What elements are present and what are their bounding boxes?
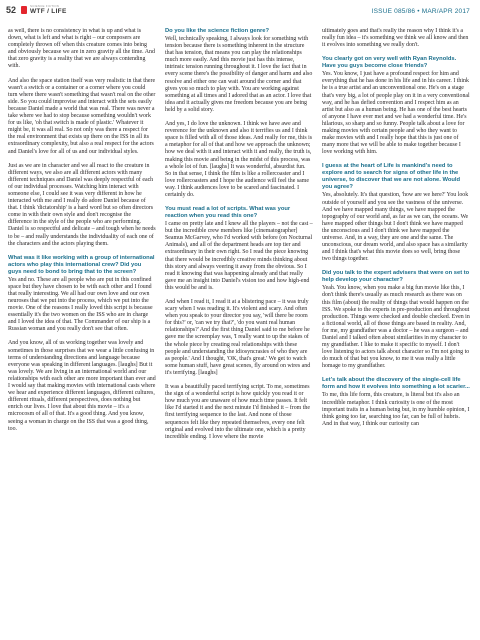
article-paragraph: And when I read it, I read it at a blistering pace – it was truly scary when I was reading it. It's violent and scary. And often when you speak to your director you say, 'will there be room for this?' or, 'can we try that?', 'do you want real human relationships?' And the first thing Daniel said to me before he gave me the screenplay was, 'I really want to up the stakes of the whole piece by creating real relationships with these people and understanding the idiosyncrasies of who they are as people.' And I thought, 'OK, that's great.' We get to watch some human stuff, have great scenes, fly around on wires and it's terrifying. [laughs] [165, 299, 311, 376]
article-paragraph: Just as we are in character and we all react to the creature in different ways, we also are all different actors with many different techniques and Daniel was deeply respectful of each of our individual processes. Watching him interact with someone else, I could see it was very different in how he interacted with me and I really do adore Daniel because of that. I think 'dictatorship' is a hard word but so often directors come in with their own style and don't recognise the difference in the style of the people who are performing. Daniel is so respectful and delicate – and tough when he needs to be – and really understands the individuality of each one of the characters and the actors playing them. [8, 162, 156, 247]
page-number: 52 [6, 5, 17, 15]
article-columns [8, 28, 470, 632]
article-paragraph: ultimately goes and that's really the reason why I think it's a really fun idea – it's something we think we all know and then it evolves into something we really don't. [322, 28, 469, 49]
interview-question: You must read a lot of scripts. What was your reaction when you read this one? [165, 206, 291, 220]
article-paragraph: Well, technically speaking, I always look for something with tension because there is something inherent in the structure that has tension, that means you can play the relationships much more easily. And this movie just has this intense, intrinsic tension running throughout it. I love the fact that in every scene there's the possibility of danger and harm and also resolve and either one can wait around the corner and that gives you so much to play with. You are working against something at all times and I adored that as an actor. I love that idea and it actually gives me freedom because you are being held by a solid story. [165, 36, 313, 113]
page-header [0, 0, 480, 26]
interview-question: Do you like the science fiction genre? [165, 28, 270, 34]
article-paragraph: I came on pretty late and I knew all the players – not the cast – but the incredible crew members like [cinematographer] Seamus McGarvey, who I'd worked with before (on Nocturnal Animals), and all of the department heads are top tier and extraordinary in their own right. So I read the piece knowing that there would be incredibly creative minds thinking about this story and always veering it away from the obvious. So I read it knowing that was happening already and that really gave me an insight into Daniel's vision too and how high-end this would be and is. [165, 221, 313, 291]
article-paragraph: To me, this life form, this creature, is literal but it's also an incredible metaphor. I think curiosity is one of the most important traits in a human being but, in my humble opinion, I think going too far, searching too far, can be full of hubris. And in that way, I think our curiosity can [322, 392, 470, 427]
article-paragraph: Yes and no. These are all people who are put in this confined space but they have chosen to be with each other and I found that really interesting. We all had our own love and our own neuroses that we put into the process, which we put into the movie. One of the reasons I really loved this script is because essentially it's the two women on the ISS who are in charge and I loved the idea of that. The Commander of our ship is a Russian woman and you really don't see that often. [8, 276, 153, 333]
brand-logo-icon [21, 6, 27, 14]
column-3 [322, 28, 470, 632]
article-paragraph: Yes. You know, I just have a profound respect for him and everything that he has done in his life and in his career. I think he is a true artist and an unconventional one. He's on a stage that's very big, a lot of people play on it in a very conventional way, and he has defied convention and I respect him as an artist but also as a human being. He has one of the best hearts of anyone I have ever met and we had a wonderful time. He's hilarious, so sharp and so funny. People talk about a love for making movies with certain people and who they want to make movies with and I really hope that this is just one of many more that we will be able to make together because I love working with him. [322, 71, 470, 156]
article-paragraph: And you know, all of us working together was lovely and sometimes in those surprises that we wear a little confusing in terms of understanding directions and language because everyone was speaking in different languages. [laughs] But it was lovely. We are living in an international world and our relationships with each other are more important than ever and I would say that making movies with international casts where we hear and experience different languages, different cultures, different rituals, different perspectives, does nothing but enrich our lives. I love that about this movie – it's a microcosm of all of that. It's a good thing. And you know, seeing a woman in charge on the ISS that was a good thing, too. [8, 340, 156, 432]
interview-question: Let's talk about the discovery of the single-cell life form and how it evolves into something a lot scarier... [322, 377, 470, 391]
interview-question: I guess at the heart of Life is mankind's need to explore and to search for signs of other life in the universe, to discover that we are not alone. Would you agree? [322, 163, 461, 191]
article-paragraph: And also the space station itself was very realistic in that there wasn't a switch or a container or a corner where you could turn where there wasn't something that wasn't real on the other side. So you could improvise and interact with the sets easily because Daniel made a world that was real. There was never a take where we had to stop because something wouldn't work for us like, 'oh that switch is made of plastic.' Whatever it might be, it was all real. So not only was there a respect for the real environment that exists up there on the ISS in all its extraordinary complexity, but also a real respect for the actors and Daniel's love for all of us and our individual styles. [8, 77, 156, 155]
interview-question: Did you talk to the expert advisers that were on set to help develop your character? [322, 270, 470, 284]
article-paragraph: It was a beautifully paced terrifying script. To me, sometimes the sign of a wonderful script is how quickly you read it or how much you are unaware of how much time passes. It felt like I'd started it and the next minute I'd finished it – from the first terrifying sequence to the last. And none of those sequences felt like they repeated themselves, every one felt original and evolved into the ultimate one, which is a pretty incredible ending. I love where the movie [165, 384, 310, 440]
article-paragraph: Yeah. You know, when you make a big fun movie like this, I don't think there's usually as much research as there was on this film (about) the reality of things that would happen on the ISS. We spoke to the experts in pre-production and throughout production. Things were checked and double checked. Even in a fictional world, all of those things are based in reality. And, for me, my grandfather was a doctor – he was a surgeon – and Daniel and I talked often about similarities in my character to my grandfather. I like to make it specific to myself. I don't love listening to actors talk about character so I'm not going to do much of that but you know, to me it was really a little homage to my grandfather. [322, 285, 470, 370]
article-paragraph: And yes, I do love the unknown. I think we have awe and reverence for the unknown and also it terrifies us and I think space is filled with all of those ideas. And really for me, this is a metaphor for all of that and how we approach the unknown; how we deal with it and interact with it and really, the truth is, making this movie and being in the midst of this process, was a whole lot of fun. [laughs] It was wonderful, absurdist fun. So in that sense, I think the film is like a rollercoaster and I love rollercoasters and I hope the audience will feel the same way. I think audiences love to be scared and fascinated. I certainly do. [165, 121, 313, 198]
article-paragraph: Yes, absolutely. It's that question, 'how are we here?' You look outside of yourself and you see the vastness of the universe. And we have mapped many things, we have mapped the topography of our world and, as far as we can, the oceans. We have mapped other things but I don't think we have mapped the unconscious and I don't think we have mapped the universe. And, in a way, they are one and the same. The unconscious, our dream world, and also space has a similarity and I think that's what this movie does so well, bring those two things together. [322, 192, 469, 263]
article-paragraph: as well, there is no consistency in what is up and what is down, what is left and what is right – our composers are completely thrown off when this creature comes into being and obviously because we are in zero gravity all the time. And that zero gravity is a reality that we are always contending with. [8, 28, 155, 70]
brand-block [30, 4, 67, 16]
issue-label: ISSUE 085/86 • MAR/APR 2017 [371, 8, 470, 15]
brand-small-label: SCIENCE FICTION [30, 4, 60, 8]
interview-question: You clearly got on very well with Ryan Reynolds. Have you guys become close friends? [322, 56, 457, 70]
interview-question: What was it like working with a group of international actors who play this international crew? Did you guys need to bond to bring that to the screen? [8, 254, 155, 275]
section-label: WTF / LIFE [30, 8, 67, 15]
column-1 [8, 28, 156, 632]
column-2 [165, 28, 313, 632]
